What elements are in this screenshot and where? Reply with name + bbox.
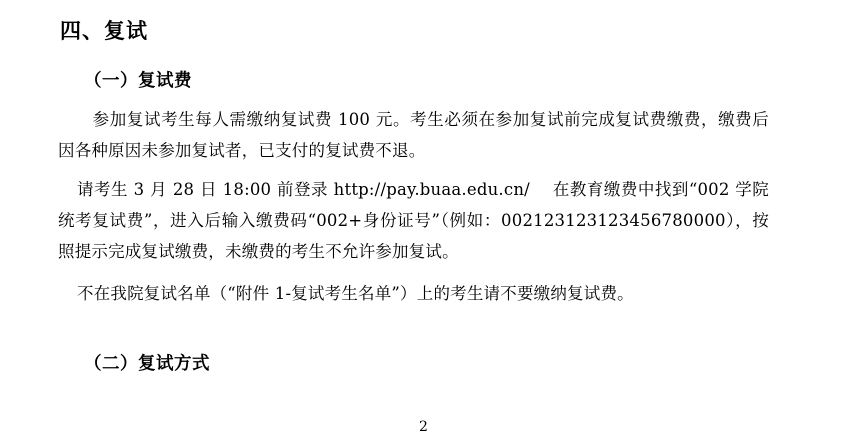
subsection-heading-fee: （一）复试费 bbox=[84, 71, 192, 91]
paragraph-not-on-list: 不在我院复试名单（“附件 1-复试考生名单”）上的考生请不要缴纳复试费。 bbox=[76, 284, 634, 303]
section-heading: 四、复试 bbox=[60, 18, 148, 43]
page-number: 2 bbox=[419, 419, 428, 435]
paragraph-payment-instructions: 请考生 3 月 28 日 18:00 前登录 http://pay.buaa.edu.cn/ 在教育缴费中找到“002 学院统考复试费”，进入后输入缴费码“002+身份证号”（例如：002123123123456780000），按照提示完成复试缴费，未缴费的考生不允许参加复试。 bbox=[58, 180, 769, 261]
subsection-heading-method: （二）复试方式 bbox=[84, 354, 210, 374]
paragraph-fee-amount: 参加复试考生每人需缴纳复试费 100 元。考生必须在参加复试前完成复试费缴费，缴费后因各种原因未参加复试者，已支付的复试费不退。 bbox=[58, 110, 769, 160]
